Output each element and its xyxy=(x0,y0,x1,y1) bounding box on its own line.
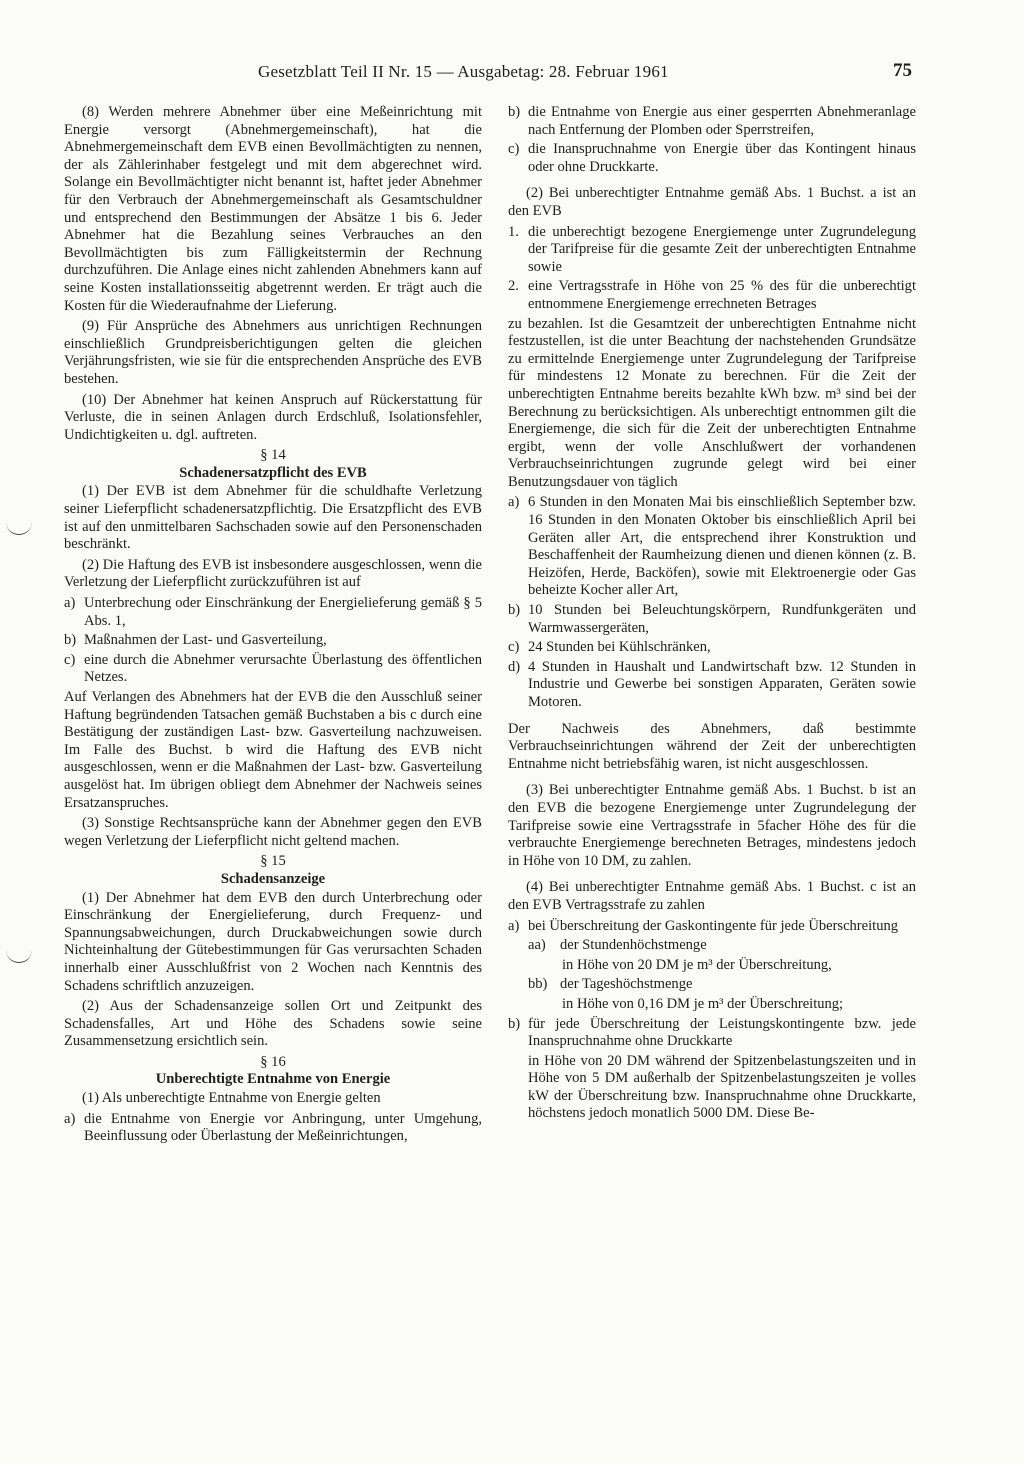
list-item-text: die Inanspruchnahme von Energie über das Kontingent hinaus oder ohne Druckkarte. xyxy=(528,141,916,175)
page-number: 75 xyxy=(893,60,912,81)
paragraph-9: (9) Für Ansprüche des Abnehmers aus unrichtigen Rechnungen einschließlich Grundpreisberichtigungen gelten die gleichen Verjährungsfristen, wie sie für die entsprechenden Ansprüche des EVB bestehen. xyxy=(64,318,482,387)
list-item xyxy=(64,632,482,650)
list-item-label: c) xyxy=(508,141,520,158)
nachweis-paragraph: Der Nachweis des Abnehmers, daß bestimmte Verbrauchseinrichtungen während der Zeit der unberechtigten Entnahme nicht betriebsfähig waren, ist nicht ausgeschlossen. xyxy=(508,720,916,772)
list-item-label: a) xyxy=(508,917,520,934)
section-15-paragraph-2: (2) Aus der Schadensanzeige sollen Ort und Zeitpunkt des Schadensfalles, Art und Höhe des Schadens sowie seine Zusammensetzung ersichtlich sein. xyxy=(64,998,482,1050)
list-item-text: 10 Stunden bei Beleuchtungskörpern, Rundfunkgeräten und Warmwassergeräten, xyxy=(528,602,916,636)
section-15-number: § 15 xyxy=(260,853,286,870)
list-item xyxy=(508,602,916,637)
list-item-label: a) xyxy=(508,494,520,511)
list-item-text: Unterbrechung oder Einschränkung der Energielieferung gemäß § 5 Abs. 1, xyxy=(84,595,482,629)
section-14-paragraph-1: (1) Der EVB ist dem Abnehmer für die schuldhafte Verletzung seiner Lieferpflicht schadenersatzpflichtig. Die Ersatzpflicht des EVB ist auf den unmittelbaren Sachschaden sowie auf den Personenschaden beschränkt. xyxy=(64,483,482,553)
section-15-paragraph-1: (1) Der Abnehmer hat dem EVB den durch Unterbrechung oder Einschränkung der Energielieferung, durch Frequenz- und Spannungsabweichungen, durch Druckabweichungen sowie durch Nichteinhaltung der Gütebestimmungen für Gas verursachten Schaden innerhalb einer Ausschlußfrist von 2 Wochen nach Kenntnis des Schadens schriftlich anzuzeigen. xyxy=(64,889,482,994)
list-item xyxy=(64,1111,482,1146)
list-item-label: c) xyxy=(64,651,76,668)
section-16-title: Unberechtigte Entnahme von Energie xyxy=(155,1071,391,1088)
list-item-label: b) xyxy=(64,632,77,649)
list-item-text: 24 Stunden bei Kühlschränken, xyxy=(528,639,711,656)
margin-check-mark xyxy=(6,942,32,963)
list-item-label: b) xyxy=(508,602,521,619)
list-item-text: eine durch die Abnehmer verursachte Überlastung des öffentlichen Netzes. xyxy=(84,651,482,686)
section-16-paragraph-3: (3) Bei unberechtigter Entnahme gemäß Abs. 1 Buchst. b ist an den EVB die bezogene Energiemenge unter Zugrundelegung der Tarifpreise sowie eine Vertragsstrafe in 5facher Höhe des für die verbrauchte Energiemenge berechneten Betrages, mindestens jedoch in Höhe von 10 DM, zu zahlen. xyxy=(508,782,916,869)
list-item xyxy=(508,1016,916,1051)
list-item-text: 4 Stunden in Haushalt und Landwirtschaft bzw. 12 Stunden in Industrie und Gewerbe bei sonstigen Apparaten, Geräten sowie Motoren. xyxy=(528,658,916,710)
list-item-label: c) xyxy=(508,639,520,656)
section-14-title: Schadenersatzpflicht des EVB xyxy=(179,464,367,481)
list-item-text: die Entnahme von Energie vor Anbringung, unter Umgehung, Beeinflussung oder Überlastung der Meßeinrichtungen, xyxy=(84,1110,482,1145)
list-item-label: 2. xyxy=(508,278,519,295)
list-item-text: die Entnahme von Energie aus einer gesperrten Abnehmeranlage nach Entfernung der Plomben oder Sperrstreifen, xyxy=(528,104,916,138)
sub-list-item xyxy=(528,937,916,955)
list-item-detail: in Höhe von 20 DM während der Spitzenbelastungszeiten und in Höhe von 5 DM außerhalb der Spitzenbelastungszeiten je volles kW der Überschreitung bzw. Inanspruchnahme ohne Druckkarte, höchstens jedoch monatlich 5000 DM. Diese Be- xyxy=(528,1052,916,1122)
right-column xyxy=(508,104,916,1126)
list-item-text: die unberechtigt bezogene Energiemenge unter Zugrundelegung der Tarifpreise für die gesamte Zeit der unberechtigten Entnahme sowie xyxy=(528,223,916,275)
list-item xyxy=(508,494,916,600)
list-item-label: d) xyxy=(508,658,521,675)
section-16-paragraph-2-continuation: zu bezahlen. Ist die Gesamtzeit der unberechtigten Entnahme nicht festzustellen, ist die unter Beachtung der nachstehenden Grundsätze zu ermittelnde Energiemenge unter Zugrundelegung der Tarifpreise für mindestens 12 Monate zu berechnen. Für die Zeit der unberechtigten Entnahme bereits bezahlte kWh bzw. m³ sind bei der Berechnung zu berücksichtigen. Als unberechtigt entnommen gilt die Energiemenge, die sich für die Zeit der unberechtigten Entnahme ergibt, wenn der volle Anschlußwert der vorhandenen Verbrauchseinrichtungen zugrunde gelegt wird bei einer Benutzungsdauer von täglich xyxy=(508,315,916,490)
margin-check-mark xyxy=(6,514,32,535)
list-item-text: für jede Überschreitung der Leistungskontingente bzw. jede Inanspruchnahme ohne Druckkarte xyxy=(528,1015,916,1050)
section-15-title: Schadensanzeige xyxy=(220,870,326,887)
sub-list-item-label: bb) xyxy=(528,976,548,993)
list-item-label: a) xyxy=(64,1110,76,1127)
list-item-text: eine Vertragsstrafe in Höhe von 25 % des für die unberechtigt entnommene Energiemenge errechneten Betrages xyxy=(528,278,916,312)
left-column xyxy=(64,104,482,1148)
list-item-text: Maßnahmen der Last- und Gasverteilung, xyxy=(84,632,327,649)
sub-list-item-text: der Tageshöchstmenge xyxy=(560,976,693,993)
list-item xyxy=(508,918,916,936)
list-item xyxy=(64,652,482,687)
sub-list-item-detail: in Höhe von 20 DM je m³ der Überschreitung, xyxy=(562,956,832,973)
list-item xyxy=(508,104,916,139)
list-item xyxy=(508,659,916,712)
list-item xyxy=(508,639,916,657)
section-14-paragraph-3: (3) Sonstige Rechtsansprüche kann der Abnehmer gegen den EVB wegen Verletzung der Lieferpflicht nicht geltend machen. xyxy=(64,815,482,849)
section-14-paragraph-2: (2) Die Haftung des EVB ist insbesondere ausgeschlossen, wenn die Verletzung der Lieferpflicht zurückzuführen ist auf xyxy=(64,556,482,591)
list-item-text: bei Überschreitung der Gaskontingente für jede Überschreitung xyxy=(528,917,899,934)
sub-list-item-detail: in Höhe von 0,16 DM je m³ der Überschreitung; xyxy=(562,995,844,1012)
list-item-label: 1. xyxy=(508,223,519,240)
sub-list-item-text: der Stundenhöchstmenge xyxy=(560,937,707,954)
list-item-label: b) xyxy=(508,1015,521,1032)
section-14-number: § 14 xyxy=(260,447,286,464)
section-14-continuation: Auf Verlangen des Abnehmers hat der EVB die den Ausschluß seiner Haftung begründenden Tatsachen gemäß Buchstaben a bis c durch eine Bestätigung der zuständigen Last- bzw. Gasverteilung nachzuweisen. Im Falle des Buchst. b wird die Haftung des EVB nicht ausgeschlossen, wenn er die Maßnahmen der Last- bzw. Gasverteilung ausgelöst hat. Im übrigen obliegt dem Abnehmer der Nachweis seines Ersatzanspruches. xyxy=(64,689,482,811)
gazette-title: Gesetzblatt Teil II Nr. 15 — Ausgabetag: 28. Februar 1961 xyxy=(258,62,669,81)
list-item xyxy=(508,278,916,313)
sub-list-item-label: aa) xyxy=(528,937,546,954)
list-item xyxy=(508,224,916,277)
list-item-text: 6 Stunden in den Monaten Mai bis einschließlich September bzw. 16 Stunden in den Monaten Oktober bis einschließlich April bei Geräten aller Art, die entsprechend ihrer Konstruktion und Beschaffenheit der Raumheizung dienen und dienen können (z. B. Heizöfen, Herde, Backöfen), sowie mit Elektroenergie oder Gas beheizte Kocher aller Art, xyxy=(528,494,916,599)
section-16-paragraph-4: (4) Bei unberechtigter Entnahme gemäß Abs. 1 Buchst. c ist an den EVB Vertragsstrafe zu zahlen xyxy=(508,879,916,913)
section-16-paragraph-2: (2) Bei unberechtigter Entnahme gemäß Abs. 1 Buchst. a ist an den EVB xyxy=(508,185,916,219)
paragraph-8: (8) Werden mehrere Abnehmer über eine Meßeinrichtung mit Energie versorgt (Abnehmergemeinschaft), hat die Abnehmergemeinschaft dem EVB einen Bevollmächtigten zu nennen, der als Zählerinhaber festgelegt und mit dem abgerechnet wird. Solange ein Bevollmächtigter nicht benannt ist, haftet jeder Abnehmer für den Verbrauch der Abnehmergemeinschaft als Gesamtschuldner und entsprechend den Bestimmungen der Absätze 1 bis 6. Jeder Abnehmer hat die Bezahlung seines Verbrauches an den Bevollmächtigten bis zum Fälligkeitstermin der Rechnung durchzuführen. Die Anlage eines nicht zahlenden Abnehmers kann auf seine Kosten installationsseitig abgetrennt werden. Er trägt auch die Kosten für die Wiederaufnahme der Lieferung. xyxy=(64,104,482,314)
list-item xyxy=(64,595,482,630)
section-16-number: § 16 xyxy=(260,1053,286,1070)
list-item xyxy=(508,141,916,176)
list-item-label: a) xyxy=(64,595,76,612)
paragraph-10: (10) Der Abnehmer hat keinen Anspruch auf Rückerstattung für Verluste, die in seinen Anlagen durch Erdschluß, Isolationsfehler, Undichtigkeiten u. dgl. auftreten. xyxy=(64,391,482,443)
section-16-paragraph-1: (1) Als unberechtigte Entnahme von Energie gelten xyxy=(82,1090,381,1107)
sub-list-item xyxy=(528,976,916,994)
list-item-label: b) xyxy=(508,104,521,120)
